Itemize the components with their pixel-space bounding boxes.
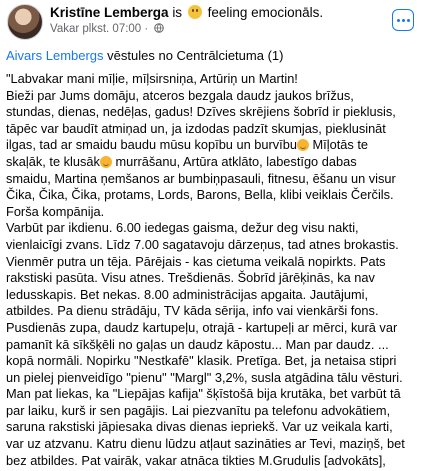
author-line	[50, 4, 323, 21]
body-line: var uz atzvanu. Katru dienu lūdzu atļaut sazināties ar Tevi, maziņš, bet	[6, 436, 405, 452]
body-line: pamanīt kā sīkšķēli no gaļas un daudz kāpostu... Man par daudz. ...	[6, 336, 389, 352]
body-line: vienlaicīgi zvans. Līdz 7.00 sagatavoju dārzeņus, tad atnes brokastis.	[6, 236, 399, 252]
body-line: Bieži par Jums domāju, atceros bezgala daudz jaukos brīžus,	[6, 87, 354, 103]
post-meta	[50, 23, 164, 35]
body-line: Čika, Čika, Čika, protams, Lords, Barons, Bella, klibi veiklais Čerčils.	[6, 187, 394, 203]
post-time[interactable]: Vakar plkst. 07:00 ·	[50, 23, 149, 35]
author-name[interactable]: Kristīne Lemberga	[50, 5, 169, 20]
post-body	[6, 71, 418, 469]
body-line: tāpēc var baudīt atmiņad un, ja izdodas padzīt skumjas, pieklusināt	[6, 120, 386, 136]
subtitle-text: vēstules no Centrālcietuma (1)	[103, 48, 284, 63]
body-line: saruna rakstiski jāpiesaka divas dienas iepriekš. Var uz veikala karti,	[6, 419, 393, 435]
post-header	[0, 0, 422, 44]
smile-emoji-icon	[297, 139, 309, 151]
avatar[interactable]	[7, 4, 43, 40]
body-line: par laiku, kurš ir sen pagājis. Lai piezvanītu pa telefonu advokātiem,	[6, 402, 391, 418]
globe-icon	[154, 23, 164, 33]
body-line-part: murrāšanu, Artūra atklāto, labestīgo dabas	[111, 153, 357, 169]
body-line-part: skaļāk, te klusāk	[6, 153, 100, 169]
body-line	[6, 154, 418, 171]
body-line: un pielej pienveidīgo "pienu" "Margl" 3,2%, susla atgādina tālu vēsturi.	[6, 369, 403, 385]
smile-emoji-icon	[100, 156, 112, 168]
body-line: bez atbildes. Pat vairāk, vakar atnāca tikties M.Grudulis [advokāts],	[6, 452, 386, 468]
subtitle-link[interactable]: Aivars Lembergs	[6, 48, 104, 63]
more-dots-icon	[397, 19, 400, 22]
body-line	[6, 137, 418, 154]
body-line: atbildes. Pa dienu strādāju, TV kāda sērija, info vai vienkārši fons.	[6, 303, 379, 319]
body-line: Pusdienās zupa, daudz kartupeļu, otrajā - kartupeļi ar mērci, kurā var	[6, 319, 398, 335]
body-line: smaidu, Martina ņemšanos ar bumbiņpasauli, fitnesu, ēšanu un visur	[6, 170, 396, 186]
body-line: rakstiski pasūta. Visu atnes. Trešdienās. Šobrīd jārēķinās, ka nav	[6, 270, 375, 286]
more-options-button[interactable]	[392, 9, 414, 31]
body-line: ledusskapis. Bet nekas. 8.00 administrācijas apgaita. Jautājumi,	[6, 286, 369, 302]
body-line-part: ilgas, tad ar smaidu baudu mūsu kopību un burvību	[6, 137, 297, 153]
body-line: "Labvakar mani mīļie, mīļsirsniņa, Artūriņ un Martin!	[6, 71, 298, 86]
body-line: Vienmēr putra un tēja. Pārējais - kas cietuma veikalā nopirkts. Pats	[6, 253, 386, 269]
body-line: Forša kompānija.	[6, 203, 105, 219]
is-label: is	[172, 5, 183, 20]
body-line-part: Mīļotās te	[308, 137, 368, 153]
feeling-text: feeling emocionāls.	[207, 5, 324, 20]
body-line: kopā normāli. Nopirku "Nestkafē" klasik. Pretīga. Bet, ja netaisa stipri	[6, 353, 397, 369]
body-line: stundas, dienas, nedēļas, gadus! Dzīves skrējiens šobrīd ir pieklusis,	[6, 104, 396, 120]
sad-face-icon	[188, 5, 202, 19]
body-line: Man pat liekas, ka "Liepājas kafija" šķīstošā bija krutāka, bet varbūt tā	[6, 386, 401, 402]
body-line: Varbūt par ikdienu. 6.00 iedegas gaisma, dežur deg visu nakti,	[6, 220, 359, 236]
post-subtitle	[6, 47, 283, 64]
